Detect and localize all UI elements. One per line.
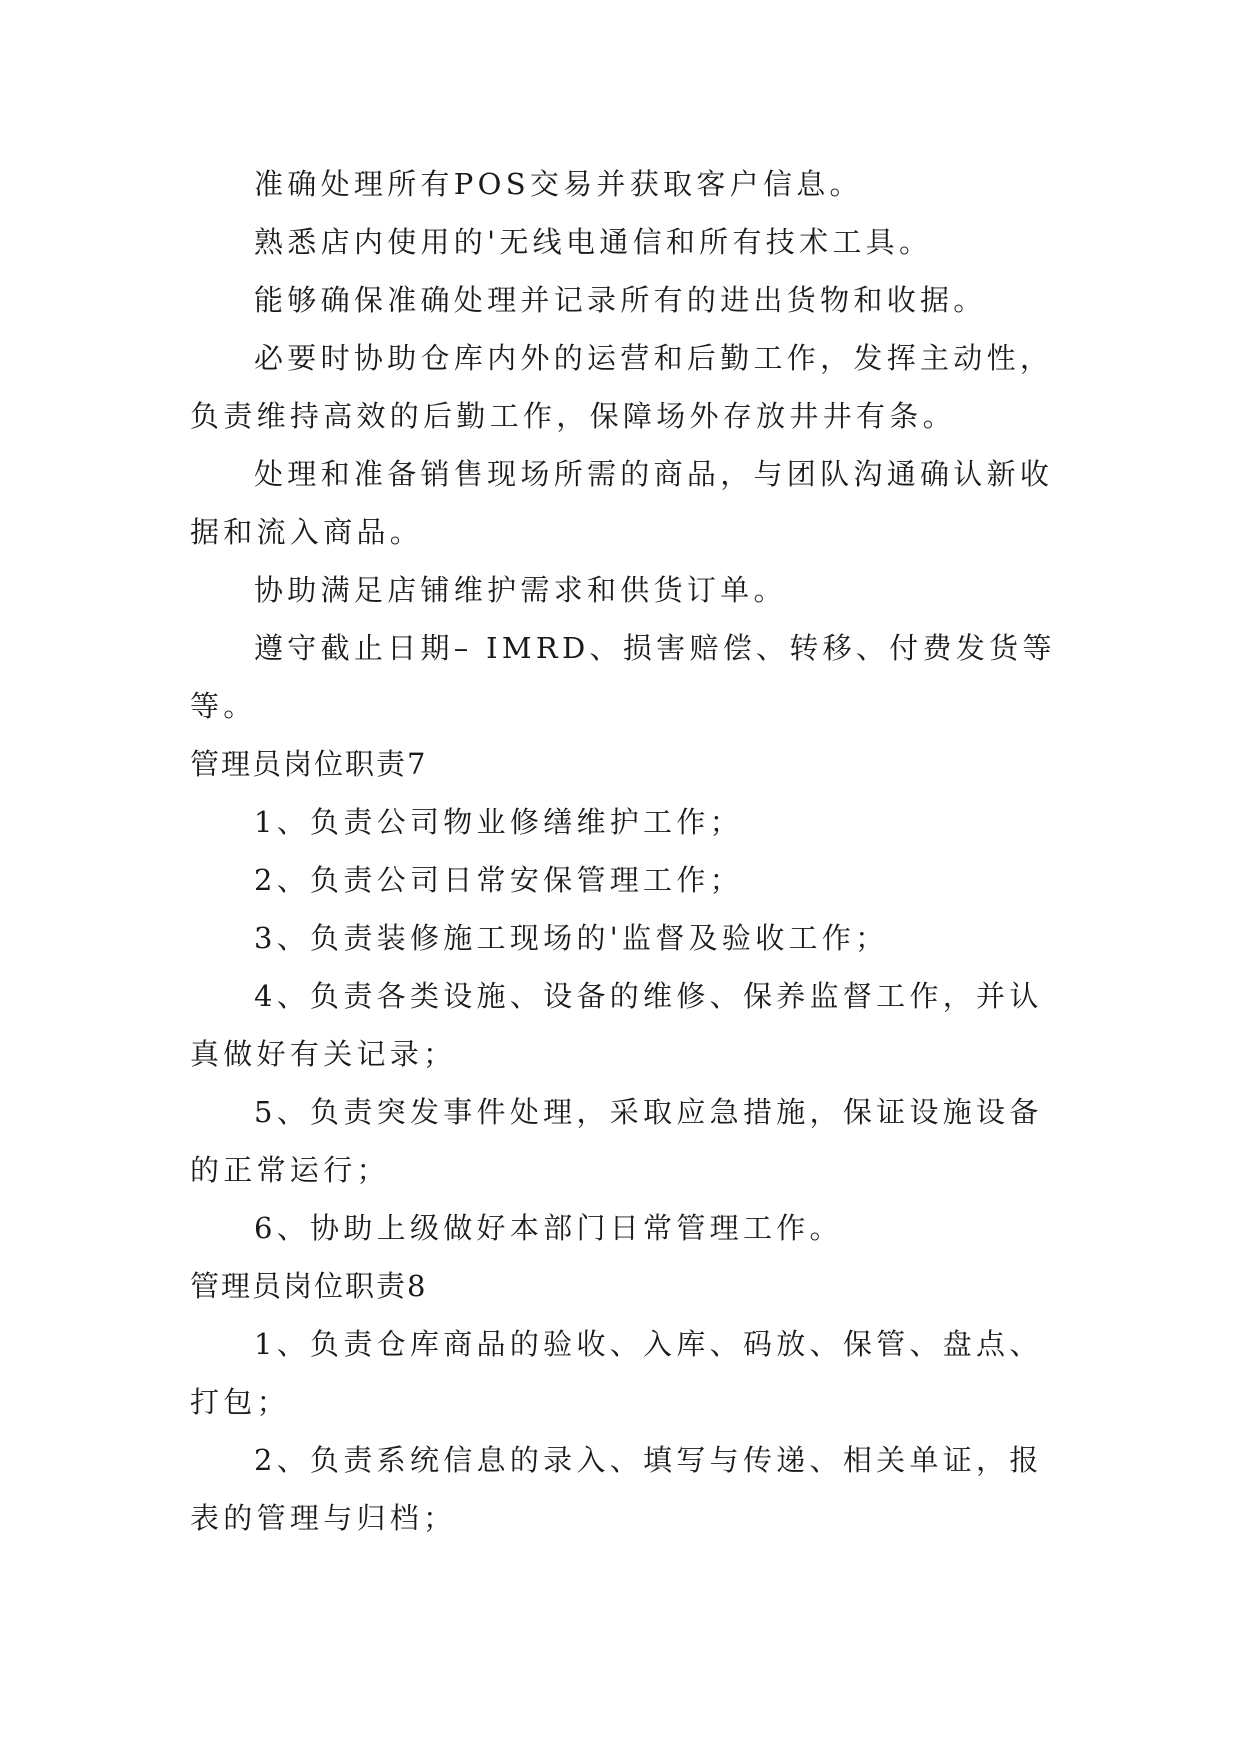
section7-item-1: 1、负责公司物业修缮维护工作； — [254, 805, 743, 839]
document-body — [190, 155, 1060, 1547]
section7-item-2: 2、负责公司日常安保管理工作； — [254, 863, 743, 897]
section8-item-1: 1、负责仓库商品的验收、入库、码放、保管、盘点、打包； — [190, 1327, 1043, 1419]
section7-item-5: 5、负责突发事件处理，采取应急措施，保证设施设备的正常运行； — [190, 1095, 1043, 1187]
paragraph-store-maintenance: 协助满足店铺维护需求和供货订单。 — [254, 573, 787, 607]
paragraph-goods-records: 能够确保准确处理并记录所有的进出货物和收据。 — [254, 283, 987, 317]
paragraph-pos: 准确处理所有POS交易并获取客户信息。 — [254, 167, 863, 201]
section7-item-6: 6、协助上级做好本部门日常管理工作。 — [254, 1211, 843, 1245]
section-heading-8: 管理员岗位职责8 — [190, 1269, 428, 1303]
section7-item-4: 4、负责各类设施、设备的维修、保养监督工作，并认真做好有关记录； — [190, 979, 1043, 1071]
paragraph-radio: 熟悉店内使用的'无线电通信和所有技术工具。 — [254, 225, 933, 259]
paragraph-logistics: 必要时协助仓库内外的运营和后勤工作，发挥主动性，负责维持高效的后勤工作，保障场外存放井井有条。 — [190, 341, 1054, 433]
section8-item-2: 2、负责系统信息的录入、填写与传递、相关单证，报表的管理与归档； — [190, 1443, 1043, 1535]
paragraph-deadlines: 遵守截止日期– IMRD、损害赔偿、转移、付费发货等等。 — [190, 631, 1056, 723]
paragraph-sales-floor: 处理和准备销售现场所需的商品，与团队沟通确认新收据和流入商品。 — [190, 457, 1054, 549]
section7-item-3: 3、负责装修施工现场的'监督及验收工作； — [254, 921, 889, 955]
section-heading-7: 管理员岗位职责7 — [190, 747, 428, 781]
